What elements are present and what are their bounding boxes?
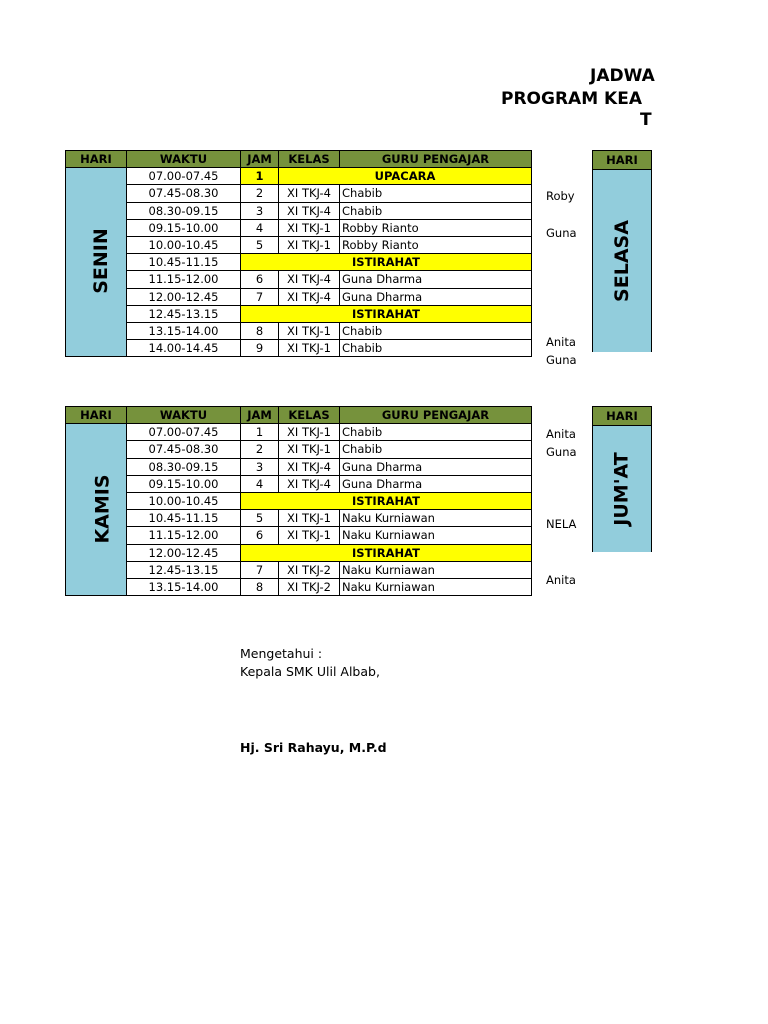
waktu-cell: 12.45-13.15: [127, 305, 241, 322]
guru-cell: Guna Dharma: [340, 288, 532, 305]
waktu-cell: 14.00-14.45: [127, 340, 241, 357]
jam-cell: 3: [241, 458, 279, 475]
span-cell: ISTIRAHAT: [241, 544, 532, 561]
header-hari: HARI: [66, 407, 127, 424]
table-row: [66, 441, 532, 458]
table-row: [66, 510, 532, 527]
jam-cell: 5: [241, 510, 279, 527]
signature-line-1: Mengetahui :: [240, 646, 323, 661]
waktu-cell: 09.15-10.00: [127, 219, 241, 236]
guru-cell: Chabib: [340, 441, 532, 458]
kelas-cell: XI TKJ-2: [279, 578, 340, 595]
title-line-2: PROGRAM KEA: [501, 89, 642, 109]
kelas-cell: XI TKJ-4: [279, 202, 340, 219]
kelas-cell: XI TKJ-1: [279, 322, 340, 339]
guru-cell: Chabib: [340, 202, 532, 219]
jam-cell: 2: [241, 441, 279, 458]
waktu-cell: 09.15-10.00: [127, 475, 241, 492]
kelas-cell: XI TKJ-1: [279, 219, 340, 236]
guru-cell: Naku Kurniawan: [340, 527, 532, 544]
jam-cell: 6: [241, 527, 279, 544]
waktu-cell: 08.30-09.15: [127, 202, 241, 219]
table-row: [66, 322, 532, 339]
header-row: [66, 407, 532, 424]
guru-cell: Chabib: [340, 340, 532, 357]
guru-cell: Robby Rianto: [340, 236, 532, 253]
span-cell: ISTIRAHAT: [241, 305, 532, 322]
jam-cell: 8: [241, 322, 279, 339]
table-row: [66, 202, 532, 219]
jam-cell: 6: [241, 271, 279, 288]
jam-cell: 7: [241, 561, 279, 578]
waktu-cell: 13.15-14.00: [127, 578, 241, 595]
kelas-cell: XI TKJ-4: [279, 271, 340, 288]
day-label-selasa: SELASA: [611, 220, 633, 302]
table-row: [66, 219, 532, 236]
guru-cell: Chabib: [340, 185, 532, 202]
side-name: Roby: [546, 189, 575, 203]
waktu-cell: 12.00-12.45: [127, 288, 241, 305]
table-row: [66, 475, 532, 492]
jam-cell: 2: [241, 185, 279, 202]
day-box-selasa: [592, 150, 652, 352]
waktu-cell: 10.45-11.15: [127, 254, 241, 271]
header-hari: HARI: [66, 151, 127, 168]
kelas-cell: XI TKJ-1: [279, 441, 340, 458]
header-guru: GURU PENGAJAR: [340, 151, 532, 168]
table-row: [66, 271, 532, 288]
day-label: SENIN: [89, 228, 112, 294]
guru-cell: Guna Dharma: [340, 271, 532, 288]
table-row: [66, 305, 532, 322]
waktu-cell: 07.45-08.30: [127, 441, 241, 458]
guru-cell: Guna Dharma: [340, 475, 532, 492]
header-guru: GURU PENGAJAR: [340, 407, 532, 424]
waktu-cell: 07.45-08.30: [127, 185, 241, 202]
span-cell: ISTIRAHAT: [241, 254, 532, 271]
table-row: [66, 544, 532, 561]
waktu-cell: 12.00-12.45: [127, 544, 241, 561]
kelas-cell: XI TKJ-2: [279, 561, 340, 578]
side-name: NELA: [546, 517, 577, 531]
waktu-cell: 10.00-10.45: [127, 492, 241, 509]
title-line-3: T: [640, 110, 652, 130]
jam-cell: 7: [241, 288, 279, 305]
day-label-jumat: JUM'AT: [611, 452, 634, 526]
side-name: Guna: [546, 445, 577, 459]
table-row: [66, 492, 532, 509]
waktu-cell: 11.15-12.00: [127, 271, 241, 288]
waktu-cell: 12.45-13.15: [127, 561, 241, 578]
header-kelas: KELAS: [279, 407, 340, 424]
header-jam: JAM: [241, 407, 279, 424]
side-name: Guna: [546, 353, 577, 367]
title-line-1: JADWA: [590, 66, 655, 86]
jam-cell: 5: [241, 236, 279, 253]
hari-header: HARI: [593, 407, 651, 426]
table-row: [66, 236, 532, 253]
waktu-cell: 11.15-12.00: [127, 527, 241, 544]
waktu-cell: 10.00-10.45: [127, 236, 241, 253]
kelas-cell: XI TKJ-1: [279, 527, 340, 544]
table-row: [66, 340, 532, 357]
day-label: KAMIS: [91, 474, 114, 544]
jam-cell: 1: [241, 424, 279, 441]
guru-cell: Naku Kurniawan: [340, 561, 532, 578]
schedule-table-kamis: [65, 406, 532, 596]
table-row: [66, 578, 532, 595]
day-cell: [66, 168, 127, 357]
kelas-cell: XI TKJ-1: [279, 510, 340, 527]
day-box-jumat: [592, 406, 652, 552]
guru-cell: Chabib: [340, 322, 532, 339]
table-row: [66, 185, 532, 202]
waktu-cell: 13.15-14.00: [127, 322, 241, 339]
schedule-table-senin: [65, 150, 532, 357]
guru-cell: Robby Rianto: [340, 219, 532, 236]
waktu-cell: 07.00-07.45: [127, 424, 241, 441]
table-row: [66, 424, 532, 441]
guru-cell: Chabib: [340, 424, 532, 441]
jam-cell: 4: [241, 219, 279, 236]
header-waktu: WAKTU: [127, 151, 241, 168]
waktu-cell: 07.00-07.45: [127, 168, 241, 185]
kelas-cell: XI TKJ-4: [279, 185, 340, 202]
table-row: [66, 458, 532, 475]
side-name: Anita: [546, 335, 576, 349]
side-name: Anita: [546, 573, 576, 587]
header-row: [66, 151, 532, 168]
guru-cell: Naku Kurniawan: [340, 510, 532, 527]
header-jam: JAM: [241, 151, 279, 168]
header-waktu: WAKTU: [127, 407, 241, 424]
waktu-cell: 08.30-09.15: [127, 458, 241, 475]
side-name: Guna: [546, 226, 577, 240]
kelas-cell: XI TKJ-4: [279, 288, 340, 305]
guru-cell: Guna Dharma: [340, 458, 532, 475]
side-name: Anita: [546, 427, 576, 441]
jam-cell: 8: [241, 578, 279, 595]
jam-cell: 4: [241, 475, 279, 492]
jam-cell: 1: [241, 168, 279, 185]
day-cell: [593, 426, 651, 552]
kelas-cell: XI TKJ-1: [279, 424, 340, 441]
signature-name: Hj. Sri Rahayu, M.P.d: [240, 740, 387, 755]
kelas-cell: XI TKJ-1: [279, 340, 340, 357]
table-row: [66, 527, 532, 544]
signature-line-2: Kepala SMK Ulil Albab,: [240, 664, 380, 679]
header-kelas: KELAS: [279, 151, 340, 168]
table-row: [66, 254, 532, 271]
table-row: [66, 168, 532, 185]
kelas-cell: XI TKJ-4: [279, 475, 340, 492]
span-cell: UPACARA: [279, 168, 532, 185]
table-row: [66, 561, 532, 578]
jam-cell: 3: [241, 202, 279, 219]
kelas-cell: XI TKJ-1: [279, 236, 340, 253]
jam-cell: 9: [241, 340, 279, 357]
day-cell: [66, 424, 127, 596]
table-row: [66, 288, 532, 305]
guru-cell: Naku Kurniawan: [340, 578, 532, 595]
hari-header: HARI: [593, 151, 651, 170]
waktu-cell: 10.45-11.15: [127, 510, 241, 527]
day-cell: [593, 170, 651, 352]
kelas-cell: XI TKJ-4: [279, 458, 340, 475]
span-cell: ISTIRAHAT: [241, 492, 532, 509]
